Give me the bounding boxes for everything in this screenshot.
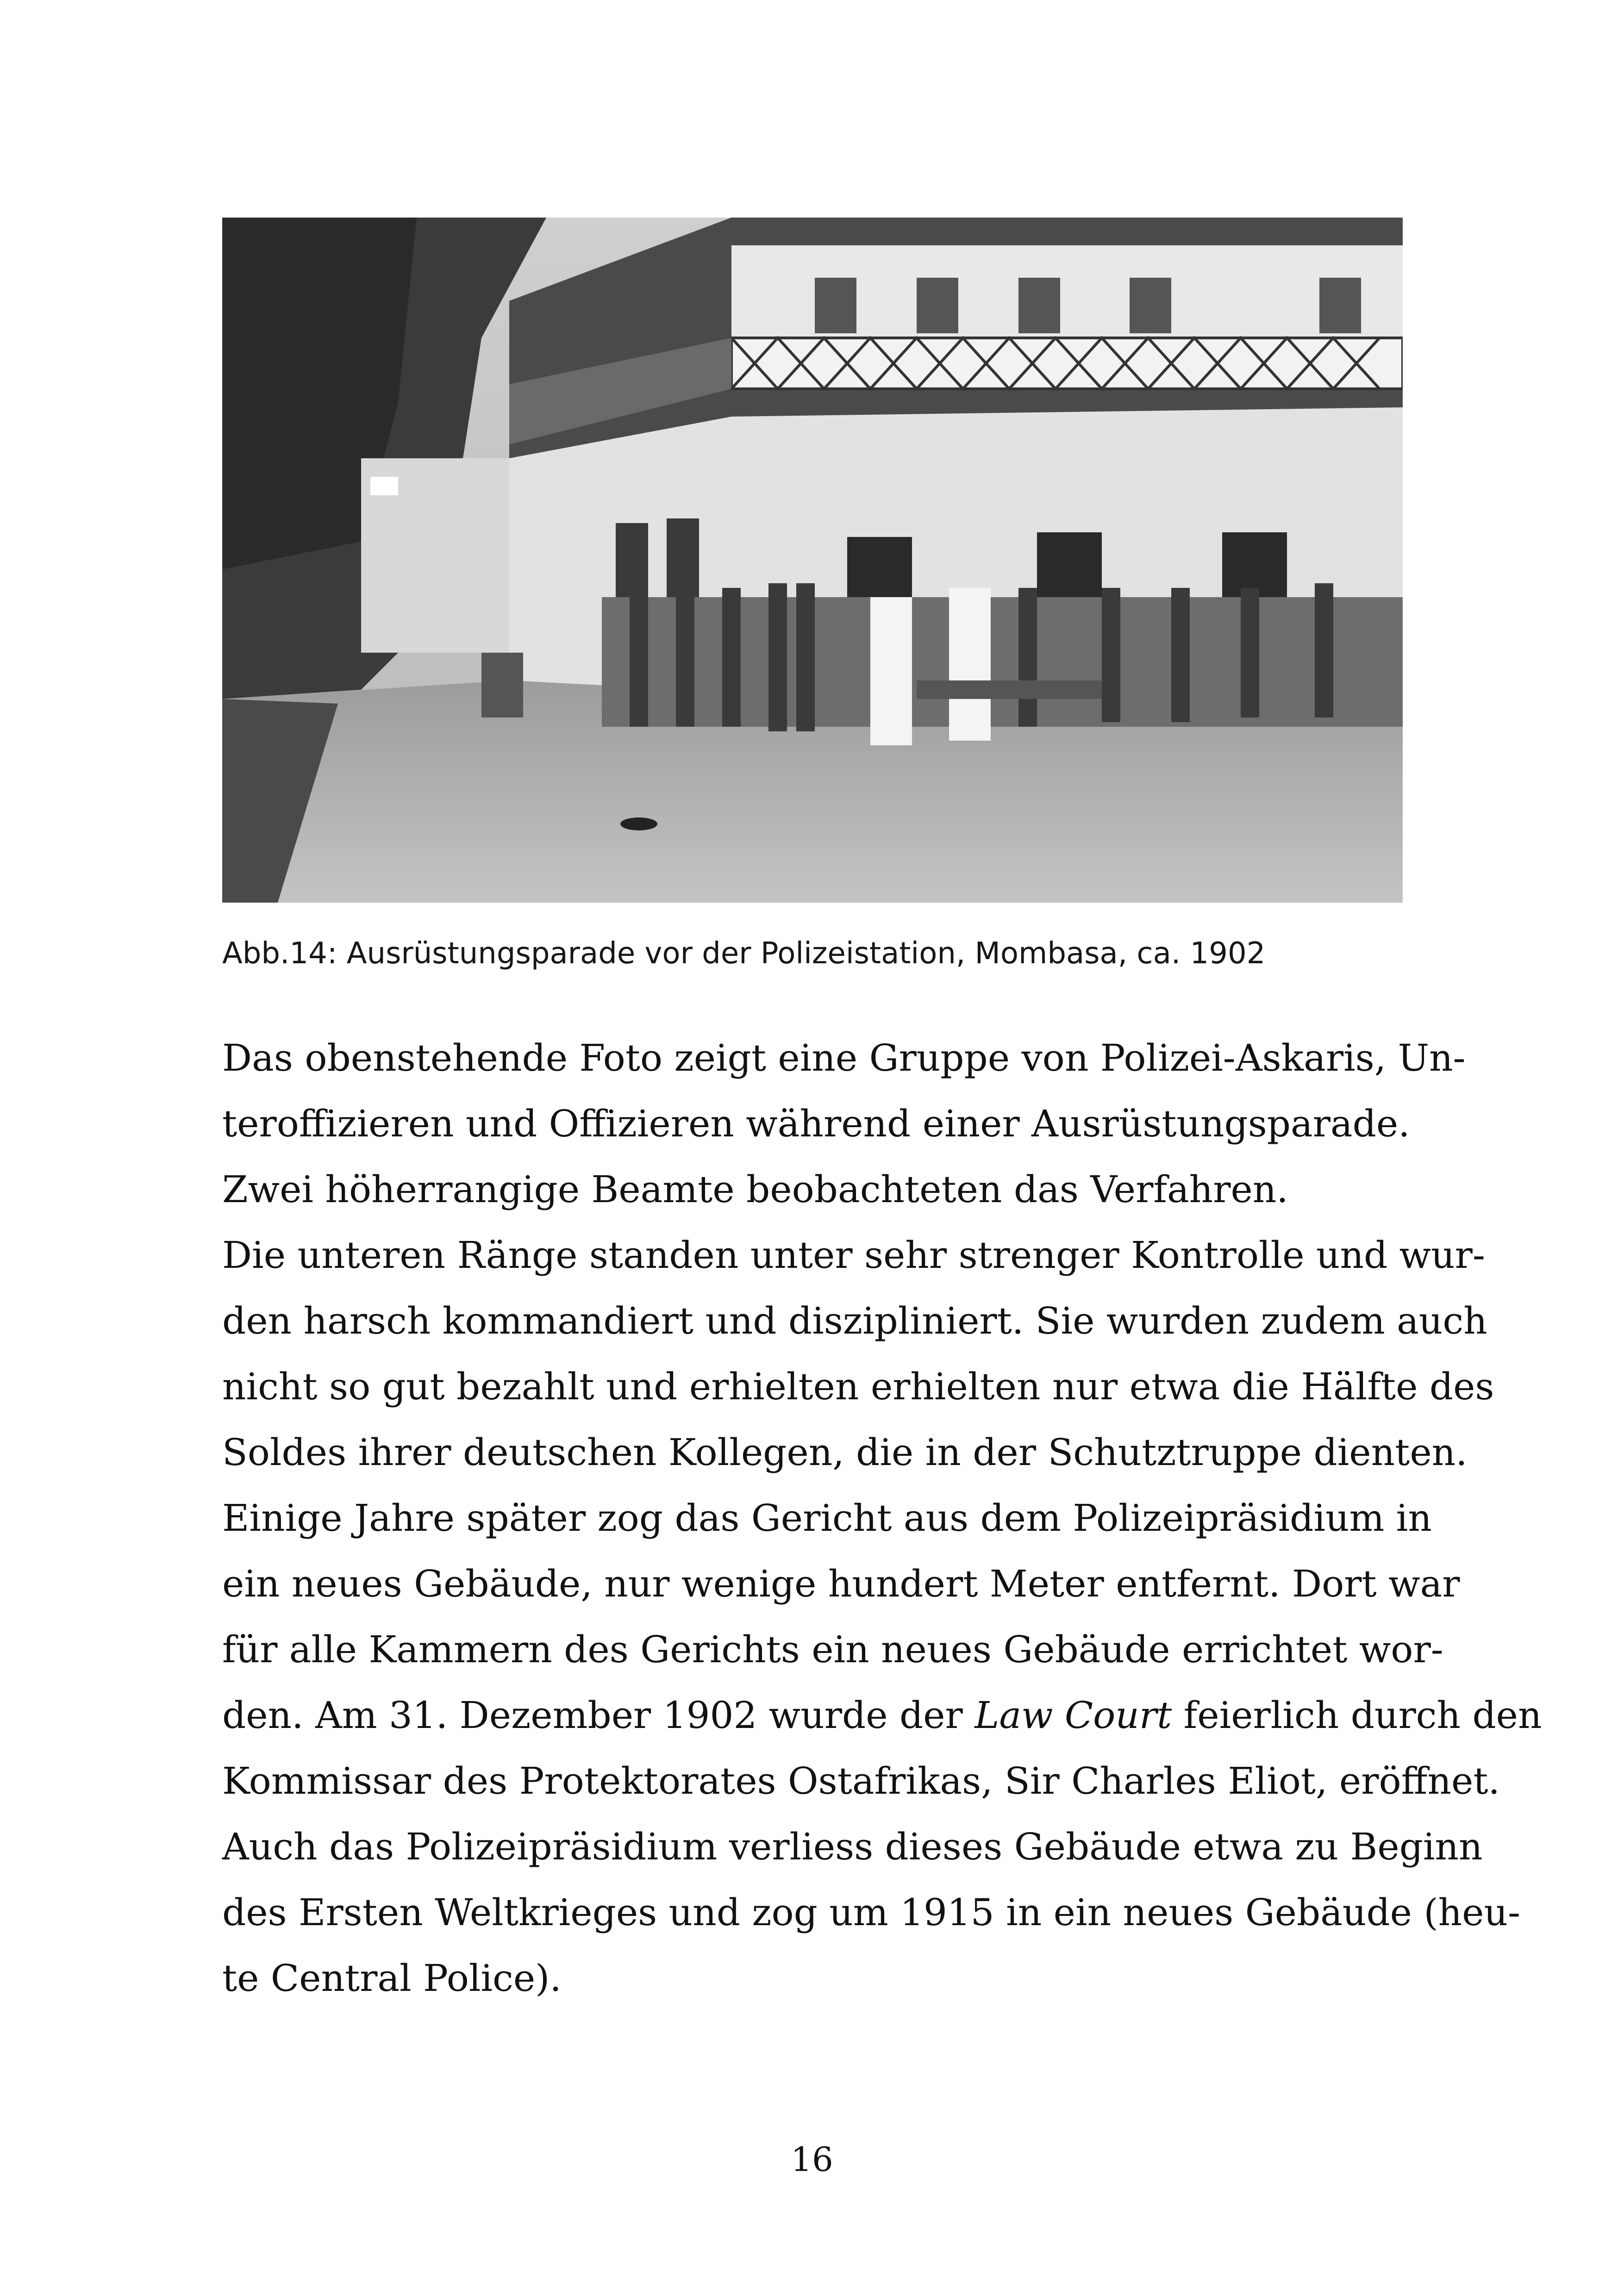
body-text (222, 1025, 1542, 2011)
body-line: Die unteren Ränge standen unter sehr strenger Kontrolle und wur- (222, 1234, 1485, 1277)
body-line: ein neues Gebäude, nur wenige hundert Meter entfernt. Dort war (222, 1562, 1460, 1605)
body-line: des Ersten Weltkrieges und zog um 1915 in ein neues Gebäude (heu- (222, 1891, 1521, 1934)
body-line: für alle Kammern des Gerichts ein neues Gebäude errichtet wor- (222, 1628, 1443, 1671)
body-line: Kommissar des Protektorates Ostafrikas, Sir Charles Eliot, eröffnet. (222, 1759, 1500, 1802)
body-line: Soldes ihrer deutschen Kollegen, die in der Schutztruppe dienten. (222, 1431, 1468, 1474)
photo-illustration (222, 218, 1403, 903)
body-line-italic (222, 1683, 1542, 1748)
body-line: Zwei höherrangige Beamte beobachteten das Verfahren. (222, 1168, 1288, 1211)
body-line: Auch das Polizeipräsidium verliess dieses Gebäude etwa zu Beginn (222, 1825, 1483, 1868)
body-line: Das obenstehende Foto zeigt eine Gruppe von Polizei-Askaris, Un- (222, 1036, 1466, 1079)
body-line: teroffizieren und Offizieren während einer Ausrüstungsparade. (222, 1102, 1410, 1145)
body-line: Einige Jahre später zog das Gericht aus dem Polizeipräsidium in (222, 1497, 1432, 1540)
body-line: nicht so gut bezahlt und erhielten erhielten nur etwa die Hälfte des (222, 1365, 1494, 1408)
line-text: den. Am 31. Dezember 1902 wurde der (222, 1694, 975, 1737)
line-text: feierlich durch den (1172, 1694, 1542, 1737)
historical-photo (222, 218, 1403, 903)
body-line: te Central Police). (222, 1957, 562, 2000)
page-number: 16 (791, 2140, 833, 2179)
body-line: den harsch kommandiert und diszipliniert. Sie wurden zudem auch (222, 1299, 1487, 1342)
law-court-italic: Law Court (974, 1694, 1172, 1737)
figure-caption: Abb.14: Ausrüstungsparade vor der Polizeistation, Mombasa, ca. 1902 (222, 936, 1266, 971)
